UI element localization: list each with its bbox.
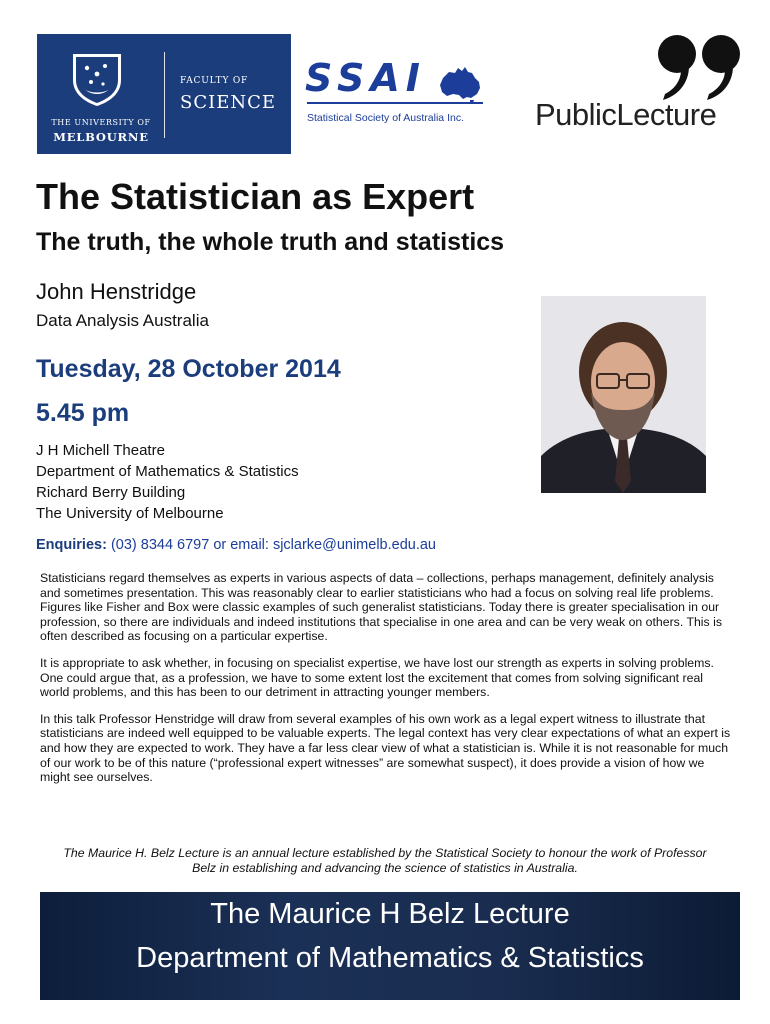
- event-subtitle: The truth, the whole truth and statistics: [36, 228, 505, 256]
- abstract-paragraph: It is appropriate to ask whether, in focusing on specialist expertise, we have lost our strength as experts in solving problems. One could argue that, as a profession, we have to some extent lost the excitement that comes from solving significant real world problems, and this has been to our detriment in attracting younger members.: [40, 655, 714, 700]
- public-lecture-wordmark: PublicLecture: [535, 97, 717, 132]
- event-time: 5.45 pm: [36, 399, 130, 427]
- ssai-underline: [307, 102, 483, 104]
- event-date: Tuesday, 28 October 2014: [36, 355, 341, 383]
- ssai-letters: SSAI: [305, 56, 426, 100]
- faculty-label-big: SCIENCE: [180, 92, 277, 113]
- venue-line: Richard Berry Building: [36, 484, 186, 501]
- faculty-name: [180, 76, 276, 113]
- abstract-paragraph: Statisticians regard themselves as experts in various aspects of data – collections, perhaps management, definitely analysis and sometimes presentation. This was reasonably clear to earlier statisticians who had a focus on solving real life problems. Figures like Fisher and Box were classic examples of such generalist statisticians. Today there is greater specialisation in our profession, so there are individuals and indeed institutions that specialise in one area and can be very weak on others. This is often described as focusing on a particular expertise.: [40, 571, 722, 644]
- abstract-paragraph: In this talk Professor Henstridge will draw from several examples of his own work as a legal expert witness to illustrate that statisticians are indeed well equipped to be valuable experts. The legal context has very clear expectations of what an expert is and how they are expected to work. They have a far less clear view of what a statistician is. While it is not reasonable for much of our work to be of this nature (“professional expert witnesses” are somewhat suspect), it does provide a vision of how we might see ourselves.: [40, 711, 731, 785]
- ssai-logo: [305, 58, 485, 133]
- venue-line: Department of Mathematics & Statistics: [36, 463, 299, 480]
- university-logo: [37, 34, 291, 154]
- faculty-label-small: FACULTY OF: [180, 76, 249, 86]
- university-name: [51, 116, 151, 144]
- ssai-subtitle: Statistical Society of Australia Inc.: [307, 112, 464, 124]
- quote-marks-icon: [655, 32, 747, 102]
- australia-map-icon: [437, 64, 483, 104]
- logo-divider: [164, 52, 165, 138]
- enquiries-contact[interactable]: (03) 8344 6797 or email: sjclarke@unimelb.edu.au: [110, 537, 436, 553]
- enquiries: [36, 537, 436, 553]
- enquiries-label: Enquiries:: [36, 537, 107, 553]
- banner-line-2: Department of Mathematics & Statistics: [136, 942, 644, 974]
- speaker-photo: [541, 296, 706, 493]
- speaker-portrait-icon: [541, 296, 706, 493]
- event-title: The Statistician as Expert: [36, 176, 475, 217]
- abstract: [40, 571, 734, 797]
- university-name-line1: THE UNIVERSITY OF: [51, 118, 151, 127]
- university-name-line2: MELBOURNE: [53, 130, 149, 144]
- banner-line-1: The Maurice H Belz Lecture: [210, 898, 570, 930]
- university-crest-icon: [67, 50, 127, 108]
- speaker-organisation: Data Analysis Australia: [36, 311, 209, 330]
- speaker-name: John Henstridge: [36, 279, 197, 304]
- venue-line: The University of Melbourne: [36, 505, 224, 522]
- lecture-note: The Maurice H. Belz Lecture is an annual lecture established by the Statistical Society to honour the work of Professor Belz in establishing and advancing the science of statistics in Australia.: [63, 846, 707, 875]
- footer-banner: [40, 892, 740, 1000]
- venue-block: [36, 440, 299, 524]
- venue-line: J H Michell Theatre: [36, 442, 165, 459]
